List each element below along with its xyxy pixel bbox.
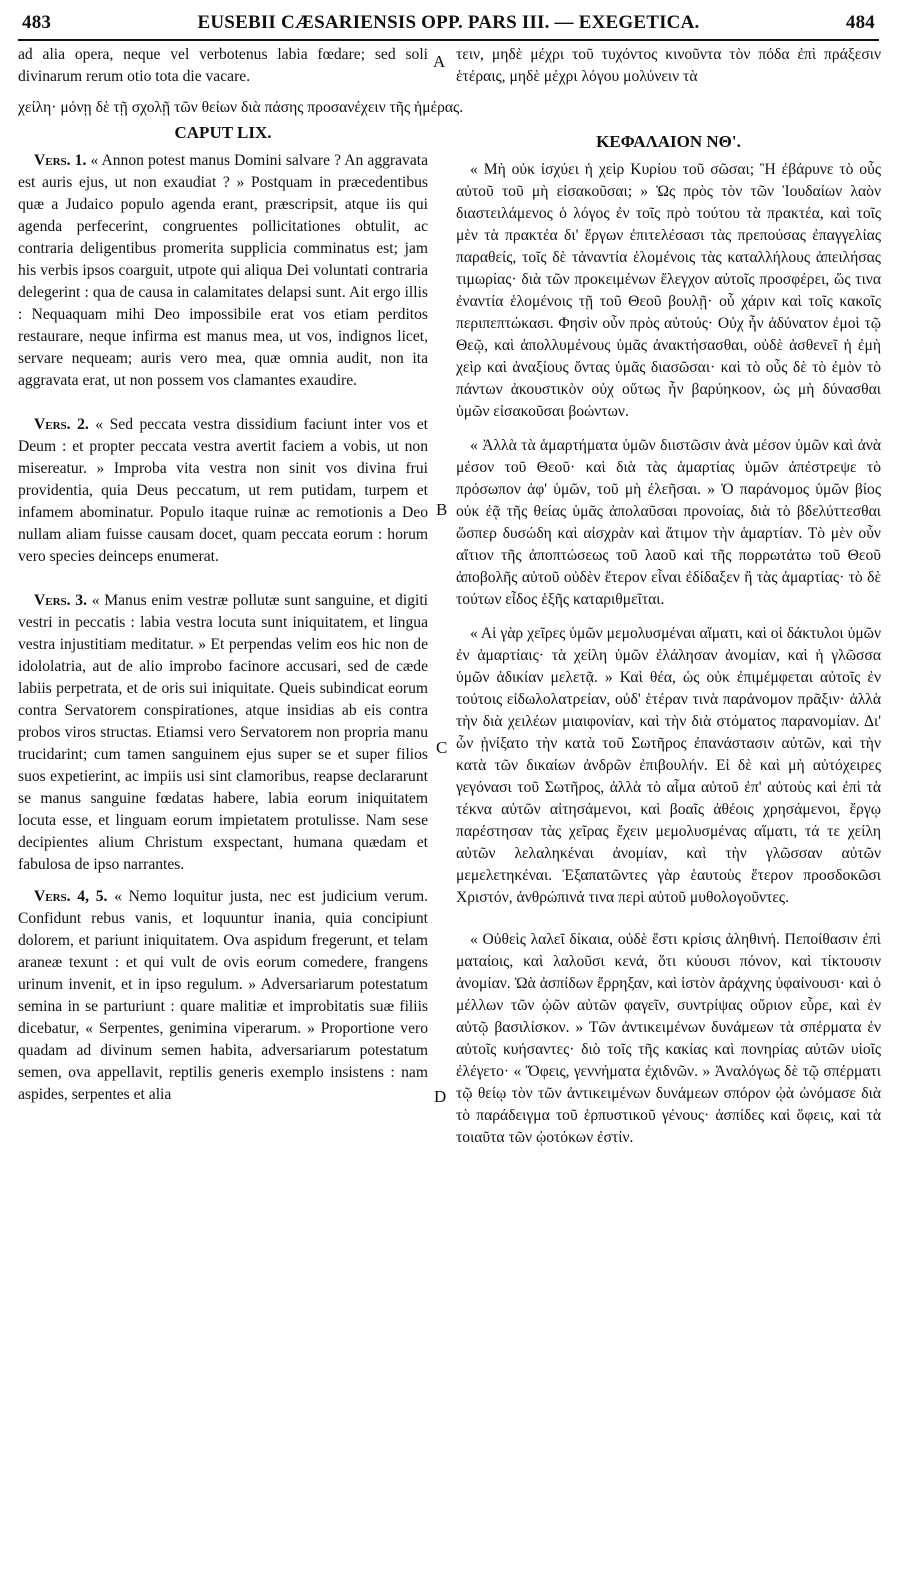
latin-intro: ad alia opera, neque vel verbotenus labia fœdare; sed soli divinarum rerum otio tota die vacare. xyxy=(18,46,428,85)
section-marker-d: D xyxy=(434,1087,447,1106)
greek-verse-2: « Ἀλλὰ τὰ ἁμαρτήματα ὑμῶν διιστῶσιν ἀνὰ μέσον ὑμῶν καὶ ἀνὰ μέσον τοῦ Θεοῦ· καὶ διὰ τὰς ἁμαρτίας ὑμῶν ἀπέστρεψε τὸ πρόσωπον ἀφ' ὑμῶν, τοῦ μὴ ἐλεῆσαι. » Ὁ παράνομος ὑμῶν βίος οὐκ ἐᾷ τῆς θείας ὑμᾶς ἀπολαῦσαι προνοίας, διὰ τὸ βδελύττεσθαι ὥσπερ δυσώδη καὶ αἰσχρὰν καὶ ἄτιμον τὴν ἁμαρτίαν. Τὸ μὲν οὖν αἴτιον τῆς ἀποπτώσεως τοῦ λαοῦ καὶ τῆς πορρωτάτω τοῦ Θεοῦ ἀποβολῆς αὐτοῦ οὐδὲν ἕτερον εἶναι ἐδίδαξεν ἢ τὰς ἁμαρτίας· τὸ δὲ τούτων εἶδος ἑξῆς καταριθμεῖται. xyxy=(456,437,881,608)
verse-text: « Annon potest manus Domini salvare ? An aggravata est auris ejus, ut non exaudiat ? » Postquam in præcedentibus quæ a Judaico populo agenda erant, præscripsit, atque iis qui agenda perfecerint, congruentes pollicitationes obtulit, ac contraria deligentibus promerita supplicia comminatus est; jam his verbis ipsos coarguit, utpote qui aliqua Dei voluntati contraria delegerint : qua de causa in calamitates delapsi sunt. Ait ergo illis : Nequaquam mihi Deo impossibile erat vos etiam perditos restaurare, neque infirma est manus mea, ut vos, indignos licet, servare nequeam; auris vero mea, quæ omnia audit, non ita aggravata erat, ut non possem vos clamantes exaudire. xyxy=(18,152,428,389)
verse-text: « Nemo loquitur justa, nec est judicium verum. Confidunt rebus vanis, et loquuntur inania, quia concipiunt dolorem, et pariunt iniquitatem. Ova aspidum fregerunt, et telam araneæ texunt : et qui vult de ovis eorum comedere, frangens urinum invenit, et in ipso regulum. » Adversariarum potestatum semina in se parturiunt : quare malitiæ et improbitatis suæ filiis dicebatur, « Serpentes, genimina viperarum. » Proportione vero quadam ad divinum semen habita, adversariarum potestatum semen, ova appellavit, reptilis generis exemplo insistens : nam aspides, serpentes et alia xyxy=(18,888,428,1103)
latin-verse-2 xyxy=(18,414,428,568)
right-page-number: 484 xyxy=(845,12,875,33)
greek-verse-3: « Αἱ γὰρ χεῖρες ὑμῶν μεμολυσμέναι αἵματι, καὶ οἱ δάκτυλοι ὑμῶν ἐν ἁμαρτίαις· τὰ χείλη ὑμῶν ἐλάλησαν ἀνομίαν, καὶ ἡ γλῶσσα ὑμῶν ἀδικίαν μελετᾷ. » Καὶ θέα, ὡς οὐκ ἐπιμέμφεται αὐτοῖς ἐν τούτοις εἰδωλολατρείαν, οὐδ' ἑτέραν τινὰ παράνομον πρᾶξιν· ἀλλὰ τὴν διὰ χειλέων μιαιφονίαν, καὶ τὴν διὰ στόματος παρανομίαν. Δι' ὧν ᾐνίξατο τὴν κατὰ τοῦ Σωτῆρος ἐπανάστασιν αὐτῶν, καὶ τὴν κατὰ τῶν δικαίων ἀνδρῶν ἐπιβουλήν. Εἰ δὲ καὶ μὴ αὐτόχειρες γεγόνασι τοῦ Σωτῆρος, ἀλλὰ τὸ αἷμα αὐτοῦ ἐπ' αὐτοὺς καὶ ἐπὶ τὰ τέκνα αὐτῶν αἰτησάμενοι, καὶ βοαῖς ἀθέοις χρησάμενοι, ἔργῳ παρέστησαν τὰς χεῖρας ἔχειν μεμολυσμένας αἵματι, τά τε χείλη αὐτῶν λελαληκέναι ἀνομίαν, καὶ τὴν γλῶσσαν αὐτῶν μεμελετηκέναι. Ἐξαπατῶντες γὰρ ἑαυτοὺς ἕτερον προσδοκῶσι Χριστόν, ἀνθρώπινά τινα περὶ αὐτοῦ μυθολογοῦντες. xyxy=(456,625,881,906)
paragraph-spacer xyxy=(18,392,428,414)
paragraph-spacer xyxy=(456,611,881,623)
latin-column xyxy=(18,44,428,1106)
header-rule xyxy=(18,39,879,41)
greek-intro-continuation: χείλη· μόνῃ δὲ τῇ σχολῇ τῶν θείων διὰ πάσης προσανέχειν τῆς ἡμέρας. xyxy=(18,99,464,116)
greek-column xyxy=(456,44,881,88)
verse-label: Vers. 4, 5. xyxy=(34,888,108,905)
paragraph-spacer xyxy=(456,423,881,435)
greek-body xyxy=(456,119,881,1149)
paragraph-spacer xyxy=(18,568,428,590)
verse-label: Vers. 2. xyxy=(34,416,89,433)
verse-label: Vers. 1. xyxy=(34,152,87,169)
paragraph-spacer xyxy=(456,909,881,929)
greek-intro: τειν, μηδὲ μέχρι τοῦ τυχόντος κινοῦντα τὸν πόδα ἐπὶ πράξεσιν ἑτέραις, μηδὲ μέχρι λόγου μολύνειν τὰ xyxy=(456,46,881,85)
verse-text: « Sed peccata vestra dissidium faciunt inter vos et Deum : et propter peccata vestra avertit faciem a vobis, ut non misereatur. » Improba vita vestra non sinit vos divina frui providentia, quia Deus peccatum, ut rem putidam, turpem et infamem abominatur. Populo itaque ruinæ ac remotionis a Deo nullam aliam fuisse causam docet, quam peccata eorum : horum vero species deinceps enumerat. xyxy=(18,416,428,565)
section-marker-c: C xyxy=(436,738,448,757)
latin-verse-1 xyxy=(18,150,428,392)
greek-verse-4-5: « Οὐθεὶς λαλεῖ δίκαια, οὐδὲ ἔστι κρίσις ἀληθινή. Πεποίθασιν ἐπὶ ματαίοις, καὶ λαλοῦσι κενά, ὅτι κύουσι πόνον, καὶ τίκτουσιν ἀνομίαν. Ὠὰ ἀσπίδων ἔρρηξαν, καὶ ἱστὸν ἀράχνης ὑφαίνουσι· καὶ ὁ μέλλων τῶν ᾠῶν αὐτῶν φαγεῖν, συντρίψας οὔριον εὗρε, καὶ ἐν αὐτῷ βασιλίσκον. » Τῶν ἀντικειμένων δυνάμεων τὰ σπέρματα ἐν αὐτοῖς κυήσαντες· διὸ τοῖς τῆς κακίας καὶ πονηρίας αὐτῶν υἱοῖς ἐλέγετο· « Ὄφεις, γεννήματα ἐχιδνῶν. » Ἀναλόγως δὲ τῷ σπέρματι τῷ θείῳ τὸν τῶν ἀντικειμένων δυνάμεων σπόρον ᾠὰ ὠνόμασε διὰ τὸ παράδειγμα τοῦ ἑρπυστικοῦ γένους· ἀσπίδες καὶ ὄφεις, καὶ τὰ τοιαῦτα τῶν ᾠοτόκων ἐστίν. xyxy=(456,931,881,1146)
verse-text: « Manus enim vestræ pollutæ sunt sanguine, et digiti vestri in peccatis : labia vestra locuta sunt iniquitatem, et lingua vestra injustitiam meditatur. » Et perpendas velim eos hic non de idololatria, aut de alio improbo facinore accusari, sed de cæde labiis perpetrata, et de oris sui iniquitate. Queis subindicat eorum contra Servatorem conspirationes, atque insidias ab eis contra probos viros structas. Etiamsi vero Servatorem non propria manu trucidarint; cum tamen sanguinem ejus super se et super filios suos expetierint, ac impiis usi sint clamoribus, reapse declararunt se manus sanguine fœdatas habere, labia eorum iniquitatem locuta esse, et linguam eorum impietatem protulisse. Nam sese decipientes alium Christum exspectant, humana quædam et fabulosa de ipso narrantes. xyxy=(18,592,428,873)
section-marker-b: B xyxy=(436,500,448,519)
section-marker-a: A xyxy=(433,52,446,71)
paragraph-spacer xyxy=(18,876,428,886)
latin-verse-3 xyxy=(18,590,428,876)
greek-chapter-heading: ΚΕΦΑΛΑΙΟΝ ΝΘ'. xyxy=(596,132,741,151)
left-page-number: 483 xyxy=(22,12,52,33)
greek-verse-1: « Μὴ οὐκ ἰσχύει ἡ χεὶρ Κυρίου τοῦ σῶσαι; Ἢ ἐβάρυνε τὸ οὖς αὐτοῦ τοῦ μὴ εἰσακοῦσαι; » Ὡς πρὸς τὸν τῶν Ἰουδαίων λαὸν διαστειλάμενος ὁ λόγος ἐν τοῖς πρὸ τούτου τὰ πρακτέα, καὶ τοῖς μὲν τὰ πρακτέα δι' ἔργων ἐπιτελέσασι τὰς πρεπούσας ἐπαγγελίας παραθείς, τοῖς δὲ τἀναντία ἑλομένοις τὰς καταλλήλους ἀπειλήσας τιμωρίας· διὰ τῶν προκειμένων ἔλεγχον αὐτοῖς προσφέρει, ὥς τινα ἐναντία ἑλομένοις τῇ τοῦ Θεοῦ βουλῇ· οὗ χάριν καὶ τοῖς κακοῖς περιπεπτώκασι. Φησὶν οὖν πρὸς αὐτούς· Οὐχ ἦν ἀδύνατον ἐμοὶ τῷ Θεῷ, καὶ ἀπολλυμένους ὑμᾶς ἀνακτήσασθαι, οὐδὲ ἀσθενεῖ ἡ ἐμὴ χεὶρ καὶ ἀναξίους ὄντας ὑμᾶς διασῶσαι· καὶ τὸ οὖς δὲ τὸ ἐμὸν τὸ πάντων ἀκουστικὸν οὐχ οὕτως ἦν βαρύηκοον, ὡς μὴ δύνασθαι ὑμῶν εἰσακοῦσαι βοώντων. xyxy=(456,161,881,420)
page-header xyxy=(22,8,875,38)
verse-label: Vers. 3. xyxy=(34,592,87,609)
latin-chapter-heading: CAPUT LIX. xyxy=(174,123,272,142)
latin-verse-4-5 xyxy=(18,886,428,1106)
running-title: EUSEBII CÆSARIENSIS OPP. PARS III. — EXEGETICA. xyxy=(197,12,700,33)
